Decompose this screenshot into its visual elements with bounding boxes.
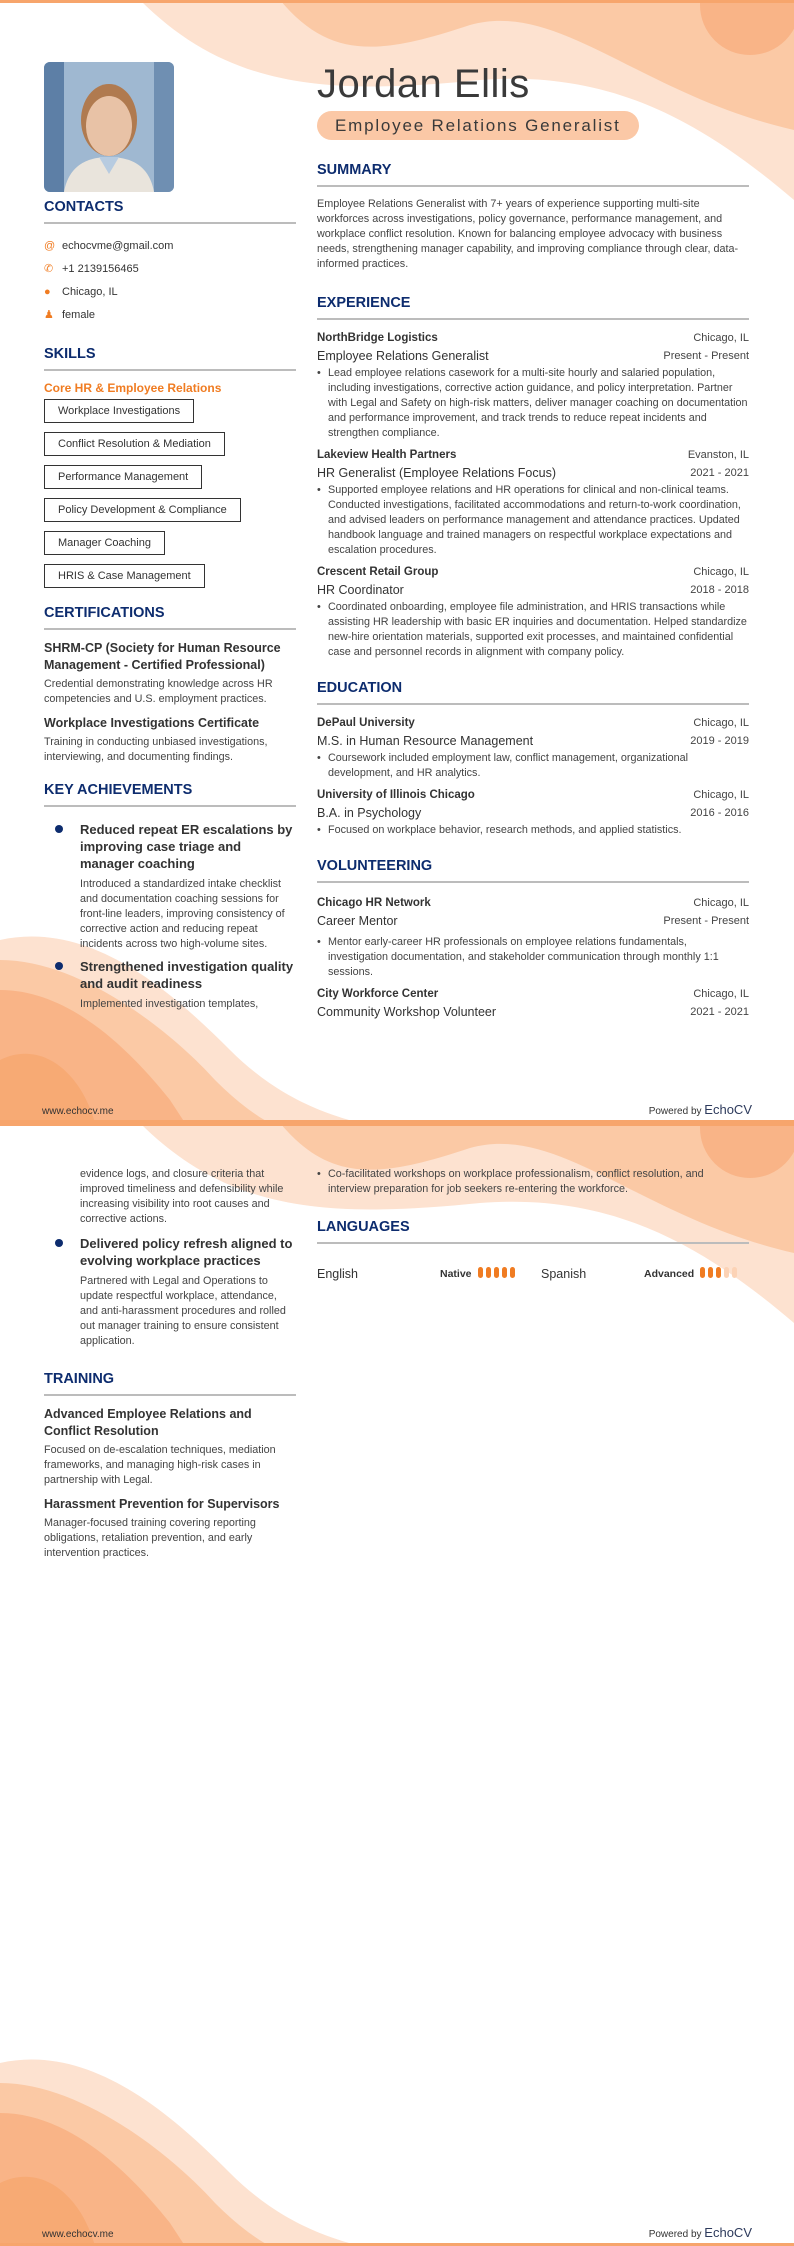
footer-website-link[interactable]: www.echocv.me (42, 1106, 114, 1117)
achievement-item (44, 1235, 296, 1349)
brand-logo-text[interactable]: EchoCV (704, 2225, 752, 2240)
job-role: HR Generalist (Employee Relations Focus) (317, 466, 556, 480)
summary-heading: SUMMARY (317, 162, 749, 187)
language-item (317, 1264, 541, 1284)
job-dates: Present - Present (663, 350, 749, 362)
volunteering-entry (317, 895, 749, 980)
person-icon: ♟ (44, 309, 54, 321)
language-name: English (317, 1267, 358, 1281)
organization-name: City Workforce Center (317, 988, 439, 1000)
experience-entry (317, 564, 749, 660)
brand-logo-text[interactable]: EchoCV (704, 1102, 752, 1117)
training-title: Harassment Prevention for Supervisors (44, 1497, 280, 1511)
organization-location: Chicago, IL (693, 988, 749, 1000)
experience-entry (317, 447, 749, 558)
contact-location-value: Chicago, IL (62, 285, 118, 298)
volunteer-dates: Present - Present (663, 915, 749, 927)
education-entry (317, 787, 749, 838)
right-column (317, 162, 749, 1022)
left-column (44, 199, 296, 1018)
skill-tag: Performance Management (44, 465, 202, 489)
contacts-list (44, 234, 296, 326)
contact-gender-value: female (62, 308, 96, 321)
training-title: Advanced Employee Relations and Conflict Resolution (44, 1407, 252, 1438)
volunteer-role: Community Workshop Volunteer (317, 1005, 497, 1019)
at-icon: @ (44, 239, 56, 252)
achievement-title: Strengthened investigation quality and audit readiness (80, 959, 294, 991)
skills-heading: SKILLS (44, 346, 296, 371)
organization-location: Chicago, IL (693, 897, 749, 909)
experience-entry (317, 330, 749, 441)
education-dates: 2016 - 2016 (690, 807, 749, 819)
phone-icon: ✆ (44, 263, 54, 275)
job-role: HR Coordinator (317, 583, 404, 597)
employer-name: Lakeview Health Partners (317, 449, 457, 461)
education-description: • Coursework included employment law, conflict management, organizational development, and HR analytics. (317, 751, 749, 781)
training-heading: TRAINING (44, 1371, 296, 1396)
footer-powered-by (649, 1102, 752, 1117)
volunteer-description: • Co-facilitated workshops on workplace professionalism, conflict resolution, and interview preparation for job seekers re-entering the workforce. (317, 1167, 749, 1197)
contact-email-value: echocvme@gmail.com (62, 239, 174, 252)
certification-description: Credential demonstrating knowledge across HR competencies and U.S. employment practices. (44, 678, 273, 705)
school-name: DePaul University (317, 717, 415, 729)
job-dates: 2018 - 2018 (690, 584, 749, 596)
organization-name: Chicago HR Network (317, 897, 431, 909)
language-level: Advanced (644, 1268, 695, 1280)
job-dates: 2021 - 2021 (690, 467, 749, 479)
employer-name: Crescent Retail Group (317, 566, 439, 578)
footer-powered-by (649, 2225, 752, 2240)
achievement-title: Delivered policy refresh aligned to evolving workplace practices (80, 1236, 293, 1268)
candidate-name: Jordan Ellis (317, 62, 530, 106)
certification-title: Workplace Investigations Certificate (44, 716, 260, 730)
location-pin-icon: ● (44, 285, 51, 298)
school-location: Chicago, IL (693, 717, 749, 729)
training-item (44, 1406, 296, 1488)
footer-website-link[interactable]: www.echocv.me (42, 2229, 114, 2240)
employer-location: Chicago, IL (693, 566, 749, 578)
achievements-heading: KEY ACHIEVEMENTS (44, 782, 296, 807)
skill-tag: HRIS & Case Management (44, 564, 205, 588)
achievement-item (44, 958, 296, 1012)
skill-tag: Workplace Investigations (44, 399, 194, 423)
contact-location (44, 280, 296, 303)
certifications-heading: CERTIFICATIONS (44, 605, 296, 630)
right-column-continued (317, 1167, 749, 1284)
profile-photo (44, 62, 174, 192)
contact-phone-value: +1 2139156465 (62, 262, 139, 275)
job-title-badge: Employee Relations Generalist (317, 111, 639, 140)
job-description: • Coordinated onboarding, employee file administration, and HRIS transactions while assisting HR leadership with basic ER inquiries and documentation. Helped standardize new-hire orientation materials, supported exit processes, and maintained confidential case and personnel records in alignment with company policy. (317, 600, 749, 660)
volunteering-heading: VOLUNTEERING (317, 858, 749, 883)
bullet-dot-icon (55, 1239, 63, 1247)
language-level: Native (440, 1268, 472, 1280)
summary-text: Employee Relations Generalist with 7+ years of experience supporting multi-site workforces across investigations, policy governance, performance management, and workplace conflict resolution. Known for balancing employee advocacy with business needs, strengthening manager capability, and improving compliance through clear, data-informed practices. (317, 198, 739, 270)
certification-description: Training in conducting unbiased investigations, interviewing, and documenting findings. (44, 736, 268, 763)
employer-location: Evanston, IL (687, 449, 749, 461)
language-name: Spanish (541, 1267, 587, 1281)
languages-heading: LANGUAGES (317, 1219, 749, 1244)
employer-name: NorthBridge Logistics (317, 332, 438, 344)
bullet-dot-icon (55, 962, 63, 970)
training-description: Focused on de-escalation techniques, mediation frameworks, and managing high-risk cases in partnership with Legal. (44, 1444, 276, 1486)
school-location: Chicago, IL (693, 789, 749, 801)
achievement-item-continued (44, 1167, 296, 1227)
job-role: Employee Relations Generalist (317, 349, 489, 363)
experience-heading: EXPERIENCE (317, 295, 749, 320)
top-accent-line (0, 0, 794, 3)
resume-page-2 (0, 1123, 794, 2246)
powered-by-label: Powered by (648, 2229, 702, 2240)
skill-tag: Manager Coaching (44, 531, 165, 555)
volunteer-role: Career Mentor (317, 914, 398, 928)
proficiency-rating-icon (700, 1267, 740, 1281)
left-column-continued (44, 1167, 296, 1569)
school-name: University of Illinois Chicago (317, 789, 475, 801)
volunteer-description: • Mentor early-career HR professionals on employee relations fundamentals, investigation documentation, and stakeholder communication through monthly 1:1 sessions. (317, 935, 749, 980)
achievement-description: evidence logs, and closure criteria that improved timeliness and defensibility while increasing visibility into root causes and corrective actions. (80, 1168, 284, 1225)
certification-title: SHRM-CP (Society for Human Resource Management - Certified Professional) (44, 641, 281, 672)
certification-item (44, 715, 296, 765)
skill-tag: Conflict Resolution & Mediation (44, 432, 225, 456)
achievement-description: Partnered with Legal and Operations to update respectful workplace, attendance, and anti-harassment procedures and rolled out manager training to ensure consistent application. (80, 1275, 286, 1347)
employer-location: Chicago, IL (693, 332, 749, 344)
education-dates: 2019 - 2019 (690, 735, 749, 747)
training-item (44, 1496, 296, 1561)
degree: M.S. in Human Resource Management (317, 734, 534, 748)
training-description: Manager-focused training covering reporting obligations, retaliation prevention, and early intervention practices. (44, 1517, 256, 1559)
languages-list (317, 1264, 749, 1284)
top-accent-line (0, 1123, 794, 1126)
certification-item (44, 640, 296, 707)
skill-tag: Policy Development & Compliance (44, 498, 241, 522)
skills-tag-list (44, 399, 296, 597)
contact-email[interactable] (44, 234, 296, 257)
achievement-description: Introduced a standardized intake checklist and documentation coaching sessions for front-line leaders, improving consistency of corrective action and reducing repeat incidents across two high-volume sites. (80, 878, 285, 950)
job-description: • Supported employee relations and HR operations for clinical and non-clinical teams. Conducted investigations, facilitated accommodations and return-to-work coordination, and advised leaders on performance management and attendance practices. Updated handbook language and trained managers on respectful workplace expectations and escalation procedures. (317, 483, 749, 558)
achievement-description: Implemented investigation templates, (80, 998, 259, 1010)
volunteering-entry (317, 986, 749, 1022)
contacts-heading: CONTACTS (44, 199, 296, 224)
achievement-title: Reduced repeat ER escalations by improving case triage and manager coaching (80, 822, 293, 871)
bullet-dot-icon (55, 825, 63, 833)
degree: B.A. in Psychology (317, 806, 422, 820)
contact-gender (44, 303, 296, 326)
volunteer-dates: 2021 - 2021 (690, 1006, 749, 1018)
education-entry (317, 715, 749, 781)
powered-by-label: Powered by (648, 1106, 702, 1117)
skill-category: Core HR & Employee Relations (44, 381, 222, 395)
contact-phone[interactable] (44, 257, 296, 280)
education-heading: EDUCATION (317, 680, 749, 705)
achievement-item (44, 821, 296, 952)
language-item (541, 1264, 740, 1284)
education-description: • Focused on workplace behavior, research methods, and applied statistics. (317, 823, 749, 838)
job-description: • Lead employee relations casework for a multi-site hourly and salaried population, including investigations, corrective action guidance, and policy interpretation. Partner with Legal and Safety on high-risk matters, deliver manager coaching on documentation and performance improvement, and track trends to reduce repeat incidents and strengthen compliance. (317, 366, 749, 441)
proficiency-rating-icon (478, 1267, 518, 1281)
